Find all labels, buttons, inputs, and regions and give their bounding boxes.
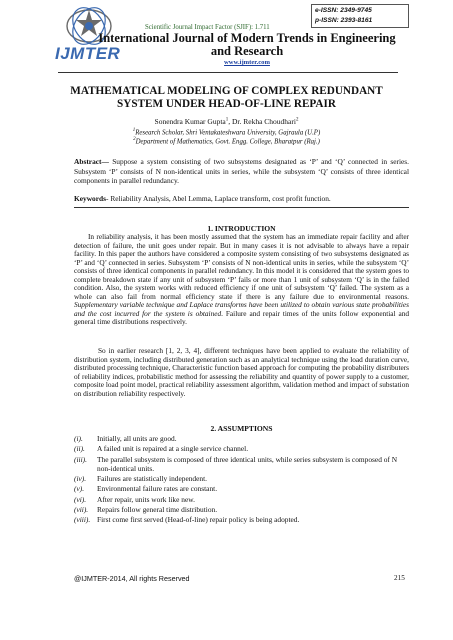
journal-name-line2: and Research: [210, 44, 284, 58]
abstract-label: Abstract—: [74, 157, 109, 166]
affiliation-2-text: Department of Mathematics, Govt. Engg. College, Bharatpur (Raj.): [135, 138, 320, 146]
list-item: [74, 484, 409, 493]
journal-name-line1: International Journal of Modern Trends in Engineering: [98, 31, 396, 45]
list-item: [74, 515, 409, 524]
paper-title-line1: MATHEMATICAL MODELING OF COMPLEX REDUNDANT: [70, 85, 383, 97]
keywords: [74, 194, 409, 204]
author-1: Sonendra Kumar Gupta: [154, 117, 226, 126]
list-item: [74, 455, 409, 473]
paper-title: [30, 85, 423, 111]
list-item-number: (v).: [74, 484, 85, 494]
section-heading-introduction: 1. INTRODUCTION: [207, 224, 276, 233]
affiliation-1: [30, 128, 423, 136]
intro-paragraph-1: [74, 233, 409, 327]
list-item: [74, 444, 409, 453]
list-item-text: A failed unit is repaired at a single service channel.: [97, 444, 249, 454]
page-number: 215: [394, 574, 405, 582]
list-item-text: After repair, units work like new.: [97, 494, 195, 504]
list-item-text: The parallel subsystem is composed of three identical units, while series subsystem is composed of N non-identical units.: [97, 454, 398, 473]
list-item-text: Environmental failure rates are constant.: [97, 484, 218, 494]
journal-name: [92, 32, 402, 58]
list-item-number: (ii).: [74, 444, 85, 454]
list-item-text: Failures are statistically independent.: [97, 474, 208, 484]
affiliation-1-text: Research Scholar, Shri Ventakateshwara University, Gajraula (U.P): [135, 129, 321, 137]
list-item: [74, 474, 409, 483]
intro-p1-italic: Supplementary variable technique and Laplace transforms have been utilized to obtain various state probabilities and the cost incurred for the system is obtained: [74, 300, 409, 318]
header-divider: [58, 72, 398, 73]
impact-factor: Scientific Journal Impact Factor (SJIF): 1.711: [145, 24, 270, 31]
list-item: [74, 495, 409, 504]
abstract-divider: [74, 207, 409, 208]
e-issn: e-ISSN: 2349-9745: [315, 7, 372, 14]
paper-title-line2: SYSTEM UNDER HEAD-OF-LINE REPAIR: [117, 98, 336, 110]
section-heading-assumptions: 2. ASSUMPTIONS: [210, 424, 273, 433]
list-item-text: First come first served (Head-of-line) repair policy is being adopted.: [97, 515, 300, 525]
intro-paragraph-2: So in earlier research [1, 2, 3, 4], different techniques have been applied to evaluate the reliability of distribution system, including distributed generation such as an analytical technique using the load duration curve, distributed processing technique, Characteristic function based approach for computing the probability distributers of reliability indices, probabilistic method for assessing the reliability and quantity of power supply to a customer, composite load point model, practical reliability assessment algorithm, validation method and impact of substation on distribution reliability respectively.: [74, 346, 409, 398]
abstract-text: Suppose a system consisting of two subsystems designated as ‘P’ and ‘Q’ connected in series. Subsystem ‘P’ consists of N non-identical units in series, while the subsystem ‘Q’ consists of three identical components in parallel redundancy.: [74, 157, 409, 186]
journal-website-link[interactable]: www.ijmter.com: [224, 59, 270, 66]
affiliation-1-sup: 1: [132, 128, 136, 133]
author-list: [30, 117, 423, 126]
author-2: , Dr. Rekha Choudhari: [228, 117, 296, 126]
abstract: [74, 157, 409, 186]
list-item-number: (i).: [74, 434, 83, 443]
footer-copyright: @IJMTER-2014, All rights Reserved: [74, 574, 190, 583]
affiliation-2-sup: 2: [133, 137, 136, 142]
logo-wordmark: IJMTER: [55, 44, 121, 63]
author-1-sup: 1: [225, 117, 229, 123]
list-item-number: (iv).: [74, 474, 87, 484]
affiliation-2: [30, 137, 423, 145]
keywords-text: - Reliability Analysis, Abel Lemma, Laplace transform, cost profit function.: [106, 194, 331, 203]
list-item: [74, 505, 409, 514]
list-item-number: (vii).: [74, 504, 89, 514]
keywords-label: Keywords: [74, 194, 107, 203]
author-2-sup: 2: [295, 117, 299, 123]
list-item-number: (iii).: [74, 454, 87, 464]
list-item: [74, 434, 409, 443]
assumptions-list: [74, 434, 409, 526]
p-issn: p-ISSN: 2393-8161: [315, 17, 373, 24]
list-item-text: Initially, all units are good.: [97, 434, 177, 443]
list-item-number: (viii).: [74, 515, 91, 525]
list-item-text: Repairs follow general time distribution.: [97, 504, 218, 514]
intro-p1-text: In reliability analysis, it has been mostly assumed that the system has an immediate repair facility and after detection of failure, the unit goes under repair. But in many cases it is not advisable to always have a repair facility. In this paper the authors have considered a composite system consisting of two subsystems designated as ‘P’ and ‘Q’ connected in series. Subsystem ‘P’ consists of N non-identical units in series, while the subsystem ‘Q’ consists of three identical components in parallel redundancy. In this model it is considered that the system goes to complete breakdown state if any unit of subsystem ‘P’ fails or more than 1 unit of subsystem ‘Q’ is in the failed condition. Also, the system works with reduced efficiency if one unit of subsystem ‘Q’ failed. The system as a whole can also fail from normal efficiency state if there is any failure due to environmental reasons.: [74, 232, 409, 301]
list-item-number: (vi).: [74, 494, 87, 504]
intro-p1-tail: . Failure and repair times of the units follow exponential and general time distributions respectively.: [74, 308, 409, 327]
issn-box: [311, 4, 409, 28]
